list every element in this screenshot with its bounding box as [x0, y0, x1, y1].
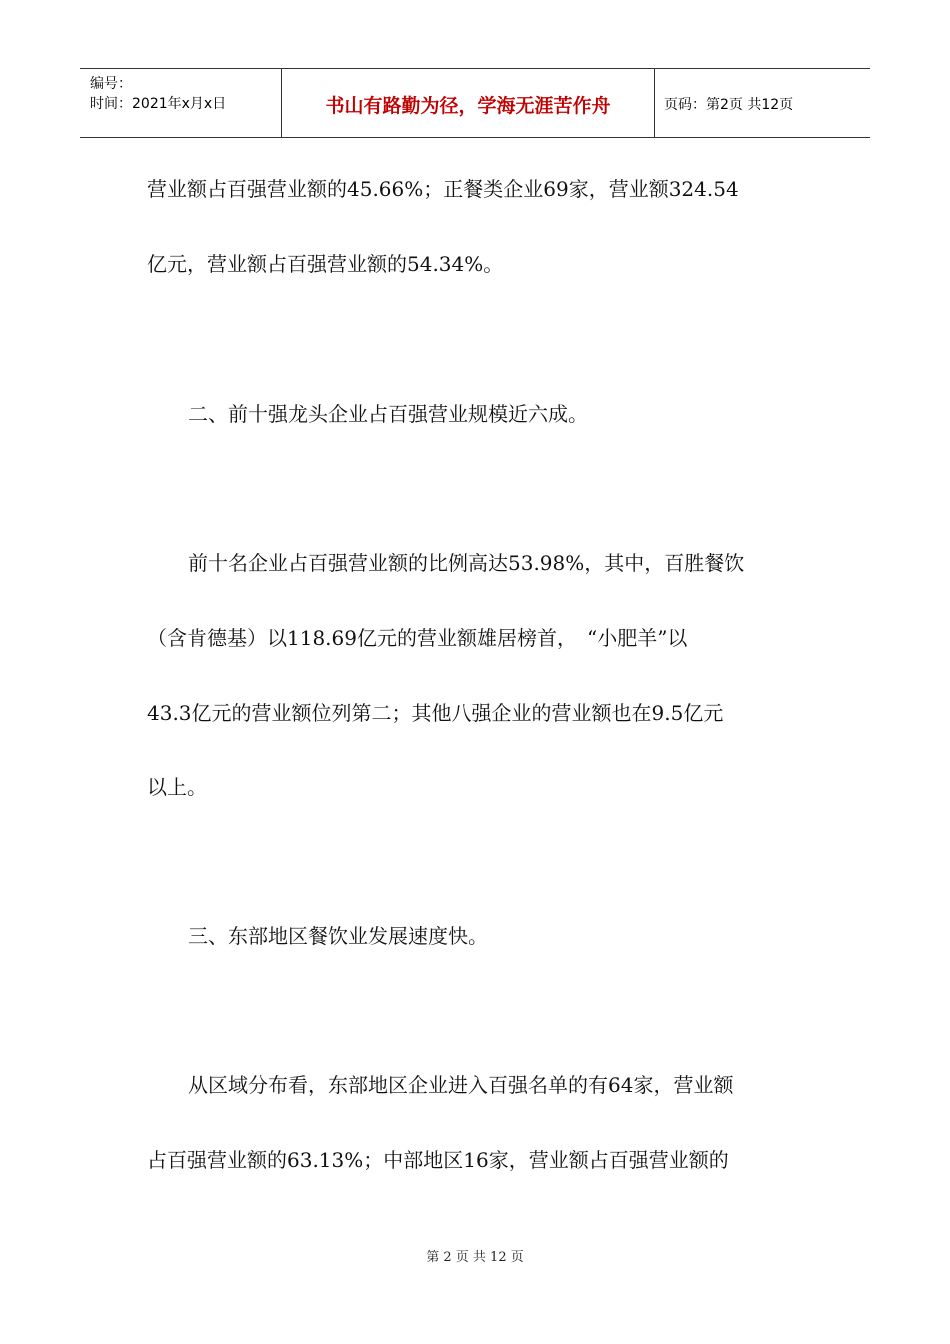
header-page-cell [654, 69, 870, 137]
body-line: 营业额占百强营业额的45.66%；正餐类企业69家，营业额324.54 [147, 177, 739, 201]
document-number-label: 编号： [90, 76, 132, 92]
body-line: 以上。 [147, 775, 207, 799]
body-line: 亿元，营业额占百强营业额的54.34%。 [147, 252, 504, 276]
section-heading: 二、前十强龙头企业占百强营业规模近六成。 [188, 402, 588, 426]
page-header [80, 68, 870, 138]
body-line: 43.3亿元的营业额位列第二；其他八强企业的营业额也在9.5亿元 [147, 701, 724, 725]
body-line: （含肯德基）以118.69亿元的营业额雄居榜首， “小肥羊”以 [147, 626, 688, 650]
body-line: 占百强营业额的63.13%；中部地区16家，营业额占百强营业额的 [147, 1148, 729, 1172]
header-motto: 书山有路勤为径，学海无涯苦作舟 [325, 95, 611, 117]
document-date-label: 时间：2021年x月x日 [90, 96, 227, 112]
header-meta-cell [80, 69, 280, 137]
page-footer: 第 2 页 共 12 页 [426, 1250, 524, 1265]
body-line: 前十名企业占百强营业额的比例高达53.98%，其中，百胜餐饮 [188, 551, 745, 575]
header-page-info: 页码：第2页 共12页 [664, 97, 794, 113]
body-line: 从区域分布看，东部地区企业进入百强名单的有64家，营业额 [188, 1073, 734, 1097]
section-heading: 三、东部地区餐饮业发展速度快。 [188, 924, 488, 948]
header-motto-cell [281, 69, 655, 137]
